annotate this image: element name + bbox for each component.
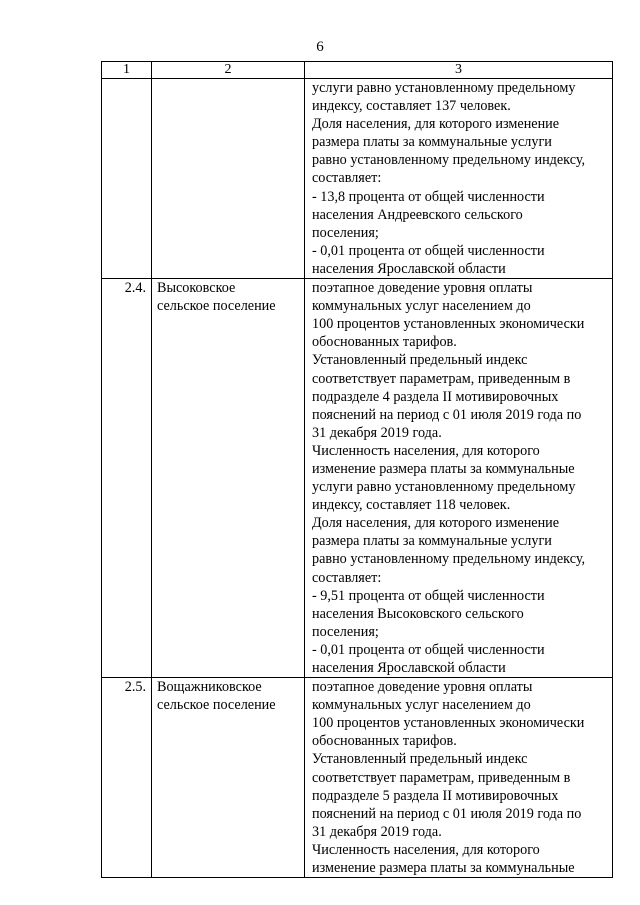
column-header-3: 3	[305, 62, 613, 79]
description-line: - 0,01 процента от общей численности	[312, 641, 545, 658]
description-line: пояснений на период с 01 июля 2019 года по	[312, 805, 582, 822]
description-line: населения Ярославской области	[312, 260, 506, 277]
description-cell	[305, 279, 613, 678]
description-line: изменение размера платы за коммунальные	[312, 460, 575, 477]
description-line: населения Андреевского сельского	[312, 206, 523, 223]
row-number: 2.5.	[124, 679, 146, 696]
row-number-cell	[102, 279, 152, 678]
description-line: поселения;	[312, 224, 379, 241]
settlement-name-line: сельское поселение	[157, 298, 276, 315]
settlement-name-line: Вощажниковское	[157, 679, 262, 696]
description-line: соответствует параметрам, приведенным в	[312, 769, 571, 786]
description-line: - 13,8 процента от общей численности	[312, 188, 545, 205]
description-line: 100 процентов установленных экономически	[312, 316, 585, 333]
row-number: 2.4.	[124, 280, 146, 297]
description-line: поэтапное доведение уровня оплаты	[312, 280, 533, 297]
description-line: Доля населения, для которого изменение	[312, 116, 560, 133]
page-number: 6	[316, 39, 324, 55]
description-line: пояснений на период с 01 июля 2019 года по	[312, 406, 582, 423]
column-header-2: 2	[152, 62, 305, 79]
settlement-name-cell	[152, 678, 305, 878]
settlement-name-line: сельское поселение	[157, 697, 276, 714]
table-row	[102, 279, 613, 678]
settlement-name-cell	[152, 279, 305, 678]
table-header	[102, 62, 613, 79]
description-line: населения Высоковского сельского	[312, 605, 524, 622]
description-line: населения Ярославской области	[312, 660, 506, 676]
description-line: размера платы за коммунальные услуги	[312, 134, 552, 151]
description-line: равно установленному предельному индексу,	[312, 551, 586, 568]
description-line: 31 декабря 2019 года.	[312, 823, 442, 840]
description-line: равно установленному предельному индексу,	[312, 152, 586, 169]
table-body	[102, 79, 613, 878]
row-number-cell	[102, 678, 152, 878]
column-header-1: 1	[102, 62, 152, 79]
description-line: коммунальных услуг населением до	[312, 697, 531, 714]
description-line: Численность населения, для которого	[312, 841, 540, 858]
description-line: подразделе 4 раздела II мотивировочных	[312, 388, 559, 405]
description-line: обоснованных тарифов.	[312, 733, 457, 750]
description-line: 31 декабря 2019 года.	[312, 424, 442, 441]
description-line: индексу, составляет 118 человек.	[312, 497, 511, 514]
row-number-cell	[102, 79, 152, 279]
description-line: обоснованных тарифов.	[312, 334, 457, 351]
settlement-name-cell	[152, 79, 305, 279]
description-cell	[305, 678, 613, 878]
description-line: услуги равно установленному предельному	[312, 479, 576, 496]
description-line: Численность населения, для которого	[312, 442, 540, 459]
description-line: - 0,01 процента от общей численности	[312, 242, 545, 259]
table-row	[102, 79, 613, 279]
description-line: коммунальных услуг населением до	[312, 298, 531, 315]
description-line: изменение размера платы за коммунальные	[312, 860, 575, 877]
description-line: составляет:	[312, 170, 382, 187]
description-line: Доля населения, для которого изменение	[312, 515, 560, 532]
tariff-table	[101, 61, 613, 878]
description-line: составляет:	[312, 569, 382, 586]
description-line: Установленный предельный индекс	[312, 751, 528, 768]
description-line: индексу, составляет 137 человек.	[312, 98, 511, 115]
table-row	[102, 678, 613, 878]
description-cell	[305, 79, 613, 279]
description-line: поэтапное доведение уровня оплаты	[312, 679, 533, 696]
description-line: Установленный предельный индекс	[312, 352, 528, 369]
settlement-name-line: Высоковское	[157, 280, 236, 297]
description-line: соответствует параметрам, приведенным в	[312, 370, 571, 387]
table-header-row	[102, 62, 613, 79]
description-line: подразделе 5 раздела II мотивировочных	[312, 787, 559, 804]
description-line: услуги равно установленному предельному	[312, 80, 576, 96]
description-line: поселения;	[312, 623, 379, 640]
description-line: 100 процентов установленных экономически	[312, 715, 585, 732]
description-line: - 9,51 процента от общей численности	[312, 587, 545, 604]
description-line: размера платы за коммунальные услуги	[312, 533, 552, 550]
